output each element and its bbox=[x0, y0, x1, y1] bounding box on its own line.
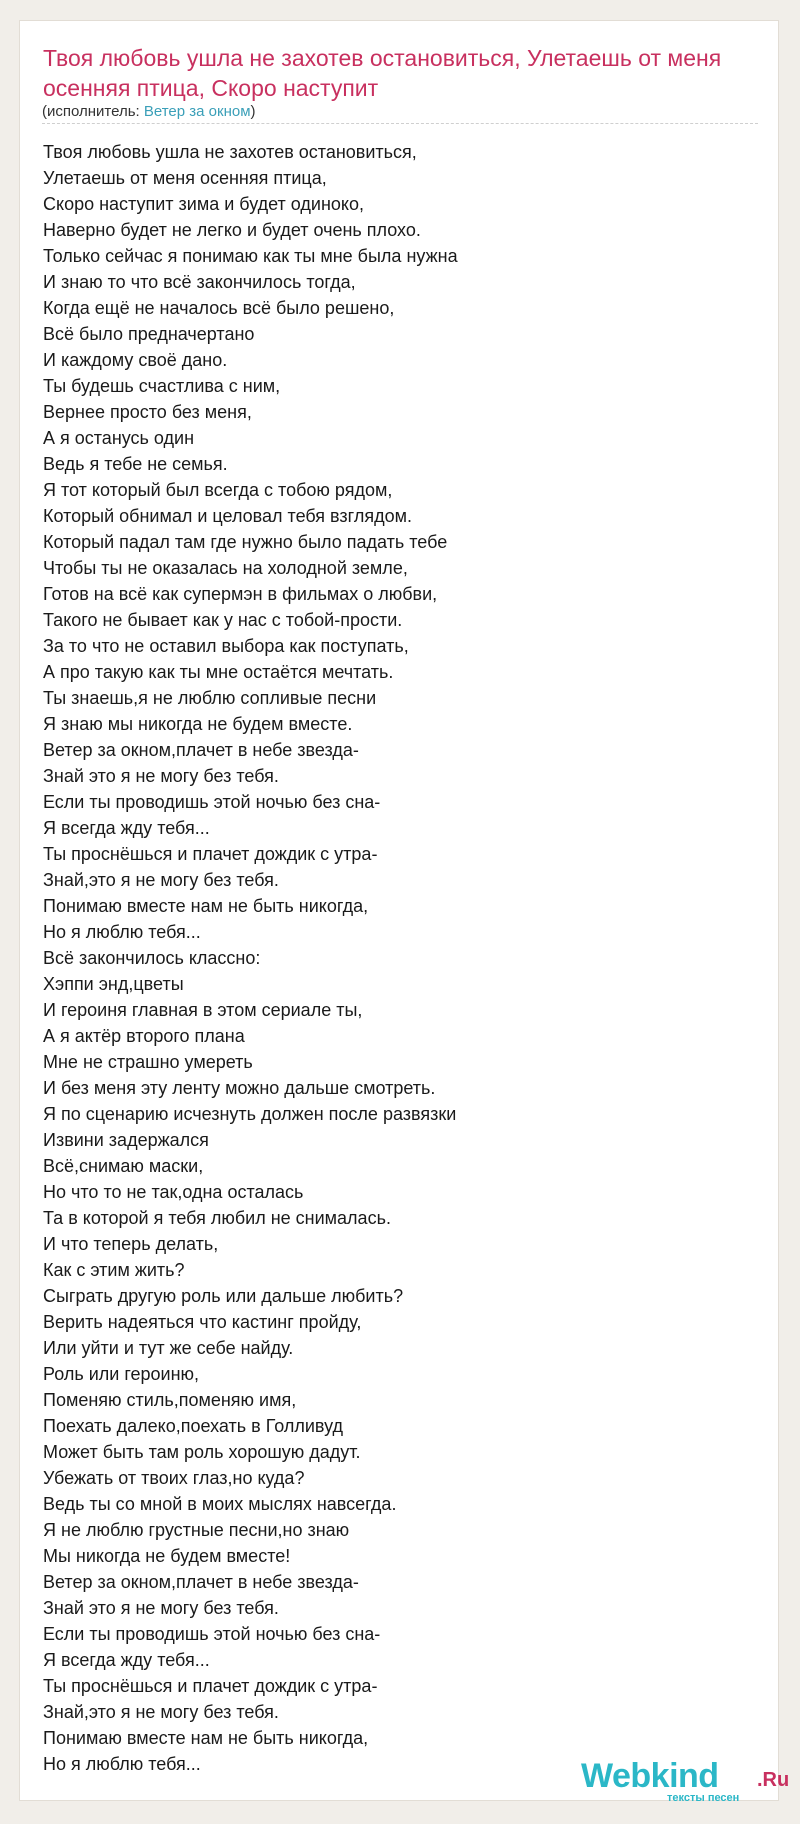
lyric-line: Если ты проводишь этой ночью без сна- bbox=[43, 792, 381, 812]
lyric-line: Понимаю вместе нам не быть никогда, bbox=[43, 1728, 369, 1748]
lyric-line: Знай это я не могу без тебя. bbox=[43, 766, 279, 786]
lyric-line: Вернее просто без меня, bbox=[43, 402, 252, 422]
lyric-line: Когда ещё не началось всё было решено, bbox=[43, 298, 395, 318]
lyric-line: Хэппи энд,цветы bbox=[43, 974, 184, 994]
content-frame bbox=[19, 20, 790, 1804]
lyric-line: Всё было предначертано bbox=[43, 324, 255, 344]
lyric-line: Я всегда жду тебя... bbox=[43, 1650, 210, 1670]
lyric-line: Роль или героиню, bbox=[43, 1364, 200, 1384]
song-title: Твоя любовь ушла не захотев остановиться, Улетаешь от меня осенняя птица, Скоро наступит bbox=[43, 45, 722, 101]
title-divider bbox=[42, 123, 758, 124]
artist-suffix: ) bbox=[250, 103, 256, 120]
lyric-line: Знай,это я не могу без тебя. bbox=[43, 870, 279, 890]
lyric-line: Ведь я тебе не семья. bbox=[43, 454, 228, 474]
site-logo[interactable] bbox=[581, 1757, 800, 1807]
lyric-line: Готов на всё как супермэн в фильмах о любви, bbox=[43, 584, 438, 604]
lyric-line: А про такую как ты мне остаётся мечтать. bbox=[43, 662, 394, 682]
lyric-line: Поменяю стиль,поменяю имя, bbox=[43, 1390, 297, 1410]
lyric-line: Извини задержался bbox=[43, 1130, 209, 1150]
logo-tagline: тексты песен bbox=[667, 1792, 740, 1804]
lyric-line: Знай это я не могу без тебя. bbox=[43, 1598, 279, 1618]
lyric-line: Я не люблю грустные песни,но знаю bbox=[43, 1520, 350, 1540]
lyric-line: А я актёр второго плана bbox=[43, 1026, 245, 1046]
lyric-line: Но я люблю тебя... bbox=[43, 1754, 201, 1774]
lyric-line: Верить надеяться что кастинг пройду, bbox=[43, 1312, 362, 1332]
lyric-line: Может быть там роль хорошую дадут. bbox=[43, 1442, 361, 1462]
artist-line bbox=[42, 103, 256, 121]
lyric-line: Только сейчас я понимаю как ты мне была нужна bbox=[43, 246, 458, 266]
lyric-line: И знаю то что всё закончилось тогда, bbox=[43, 272, 356, 292]
lyric-line: И что теперь делать, bbox=[43, 1234, 219, 1254]
lyric-line: Мы никогда не будем вместе! bbox=[43, 1546, 291, 1566]
lyrics-text bbox=[43, 139, 763, 1777]
lyric-line: Улетаешь от меня осенняя птица, bbox=[43, 168, 327, 188]
lyric-line: Ветер за окном,плачет в небе звезда- bbox=[43, 1572, 359, 1592]
lyric-line: Такого не бывает как у нас с тобой-прости. bbox=[43, 610, 403, 630]
lyric-line: И каждому своё дано. bbox=[43, 350, 228, 370]
lyric-line: Если ты проводишь этой ночью без сна- bbox=[43, 1624, 381, 1644]
lyric-line: Ты знаешь,я не люблю сопливые песни bbox=[43, 688, 377, 708]
lyric-line: Но что то не так,одна осталась bbox=[43, 1182, 304, 1202]
lyric-line: Или уйти и тут же себе найду. bbox=[43, 1338, 294, 1358]
artist-prefix: (исполнитель: bbox=[42, 103, 144, 120]
lyric-line: Знай,это я не могу без тебя. bbox=[43, 1702, 279, 1722]
lyric-line: Чтобы ты не оказалась на холодной земле, bbox=[43, 558, 408, 578]
logo-domain-suffix: .Ru bbox=[757, 1769, 790, 1791]
lyric-line: Ведь ты со мной в моих мыслях навсегда. bbox=[43, 1494, 397, 1514]
lyric-line: Убежать от твоих глаз,но куда? bbox=[43, 1468, 305, 1488]
lyric-line: Ты проснёшься и плачет дождик с утра- bbox=[43, 1676, 378, 1696]
lyric-line: Я всегда жду тебя... bbox=[43, 818, 210, 838]
lyric-line: Та в которой я тебя любил не снималась. bbox=[43, 1208, 391, 1228]
lyric-line: Как с этим жить? bbox=[43, 1260, 185, 1280]
lyric-line: А я останусь один bbox=[43, 428, 195, 448]
lyric-line: Ветер за окном,плачет в небе звезда- bbox=[43, 740, 359, 760]
lyric-line: Я тот который был всегда с тобою рядом, bbox=[43, 480, 393, 500]
lyric-line: Всё закончилось классно: bbox=[43, 948, 261, 968]
lyric-line: И без меня эту ленту можно дальше смотреть. bbox=[43, 1078, 436, 1098]
lyric-line: Поехать далеко,поехать в Голливуд bbox=[43, 1416, 343, 1436]
lyric-line: Который обнимал и целовал тебя взглядом. bbox=[43, 506, 412, 526]
lyric-line: Ты проснёшься и плачет дождик с утра- bbox=[43, 844, 378, 864]
lyric-line: Понимаю вместе нам не быть никогда, bbox=[43, 896, 369, 916]
lyric-line: Сыграть другую роль или дальше любить? bbox=[43, 1286, 404, 1306]
lyric-line: Я знаю мы никогда не будем вместе. bbox=[43, 714, 353, 734]
lyric-line: Скоро наступит зима и будет одиноко, bbox=[43, 194, 364, 214]
lyric-line: Твоя любовь ушла не захотев остановиться, bbox=[43, 142, 417, 162]
lyric-line: Мне не страшно умереть bbox=[43, 1052, 253, 1072]
lyric-line: Но я люблю тебя... bbox=[43, 922, 201, 942]
lyric-line: За то что не оставил выбора как поступать, bbox=[43, 636, 409, 656]
lyric-line: И героиня главная в этом сериале ты, bbox=[43, 1000, 363, 1020]
lyric-line: Наверно будет не легко и будет очень плохо. bbox=[43, 220, 421, 240]
logo-wordmark: Webkind bbox=[581, 1757, 719, 1795]
lyric-line: Ты будешь счастлива с ним, bbox=[43, 376, 281, 396]
lyric-line: Всё,снимаю маски, bbox=[43, 1156, 204, 1176]
lyric-line: Я по сценарию исчезнуть должен после развязки bbox=[43, 1104, 457, 1124]
lyric-line: Который падал там где нужно было падать тебе bbox=[43, 532, 448, 552]
artist-link[interactable]: Ветер за окном bbox=[143, 103, 251, 120]
